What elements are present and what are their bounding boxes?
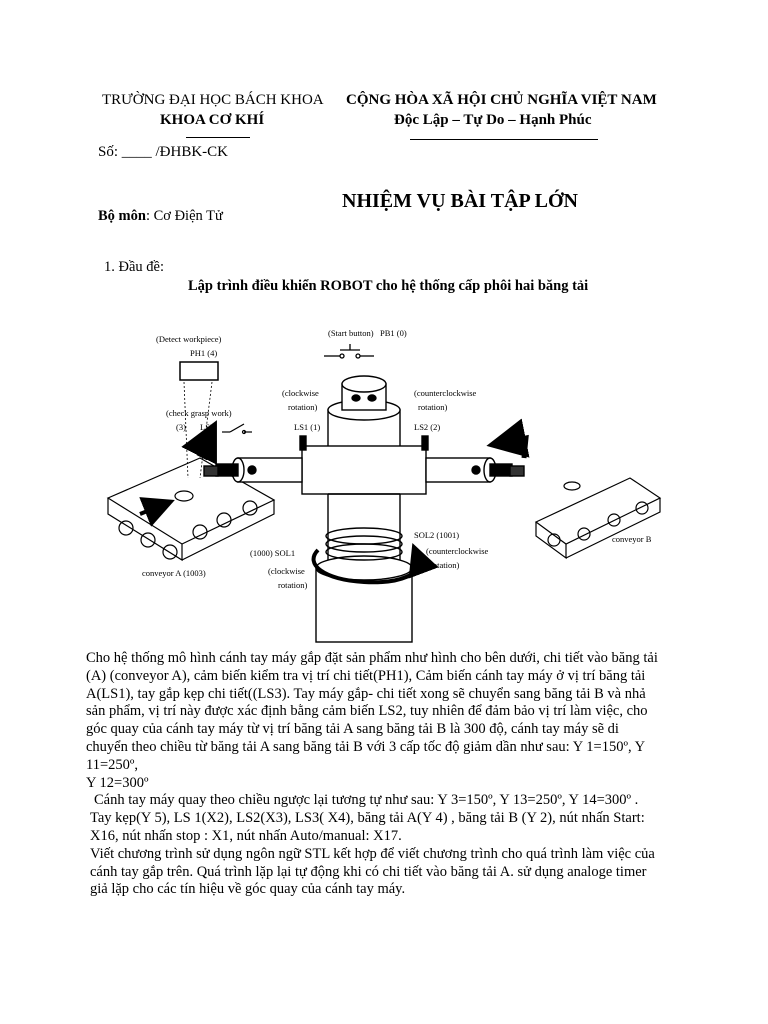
nation-title: CỘNG HÒA XÃ HỘI CHỦ NGHĨA VIỆT NAM xyxy=(346,92,657,108)
start-button-icon xyxy=(324,344,374,358)
label-pb1: PB1 (0) xyxy=(380,328,407,338)
item-heading: 1. Đầu đề: xyxy=(104,259,164,275)
label-rotation-bottom: rotation) xyxy=(430,560,460,570)
paragraph-line: sản phẩm, vị trí này được xác định bằng cảm biến LS2, tuy nhiên để đảm bảo vị trí làm việc, cho xyxy=(86,703,648,720)
label-rotation-top2: rotation) xyxy=(418,402,448,412)
paragraph-line: chuyển theo chiều từ băng tải A sang băng tải B với 3 cấp tốc độ giảm dần như sau: Y 1=150º, Y xyxy=(86,738,646,755)
paragraph-line: A(LS1), tay gắp kẹp chi tiết((LS3). Tay máy gắp- chi tiết xong sẽ chuyển sang băng tải B và nhả xyxy=(86,685,646,702)
paragraph-line: Tay kẹp(Y 5), LS 1(X2), LS2(X3), LS3( X4), băng tải A(Y 4) , băng tải B (Y 2), nút nhấn Start: xyxy=(90,810,645,827)
paragraph-line: cánh tay gắp trên. Quá trình lặp lại tự động khi có chi tiết vào băng tải A. sử dụng analoge timer xyxy=(90,863,647,880)
document-number: Số: ____ /ĐHBK-CK xyxy=(98,144,229,160)
label-grasp: (check grasp work) xyxy=(166,408,232,418)
label-ls3: LS3 xyxy=(200,422,215,432)
paragraph-line: Cánh tay máy quay theo chiều ngược lại tương tự như sau: Y 3=150º, Y 13=250º, Y 14=300º . xyxy=(94,792,639,809)
label-ls2: LS2 (2) xyxy=(414,422,441,432)
label-rotation-bottom2: rotation) xyxy=(278,580,308,590)
grip-arrow-left-icon xyxy=(200,438,208,458)
conveyor-b xyxy=(536,478,660,558)
label-sol2: SOL2 (1001) xyxy=(414,530,460,540)
label-sol1: (1000) SOL1 xyxy=(250,548,296,558)
national-motto: Độc Lập – Tự Do – Hạnh Phúc xyxy=(394,112,592,128)
label-counter-top: (counterclockwise xyxy=(414,388,477,398)
department-label: Bộ môn xyxy=(98,208,146,224)
department-value: : Cơ Điện Tử xyxy=(145,208,223,224)
faculty-name: KHOA CƠ KHÍ xyxy=(160,112,265,128)
assignment-subtitle: Lập trình điều khiển ROBOT cho hệ thống cấp phôi hai băng tải xyxy=(188,278,589,294)
paragraph-line: giả lặp cho các tín hiệu về góc quay của cánh tay máy. xyxy=(90,881,406,898)
label-start: (Start button) xyxy=(328,328,374,338)
label-clockwise-bottom: (clockwise xyxy=(268,566,305,576)
robot-system-diagram xyxy=(104,318,664,648)
ls3-switch-icon xyxy=(222,424,252,434)
label-ph1: PH1 (4) xyxy=(190,348,218,358)
paragraph-line: Y 12=300º xyxy=(86,774,149,791)
label-detect: (Detect workpiece) xyxy=(156,334,222,344)
label-rotation-top: rotation) xyxy=(288,402,318,412)
label-ls3-num: (3) xyxy=(176,422,186,432)
paragraph-line: X16, nút nhấn stop : X1, nút nhấn Auto/manual: X17. xyxy=(90,827,402,844)
label-clockwise-top: (clockwise xyxy=(282,388,319,398)
label-ls1: LS1 (1) xyxy=(294,422,321,432)
motto-underline xyxy=(410,139,598,140)
label-counter-bottom: (counterclockwise xyxy=(426,546,489,556)
paragraph-line: (A) (conveyor A), cảm biến kiểm tra vị trí chi tiết(PH1), Cảm biến cánh tay máy ở vị trí băng tải xyxy=(86,667,646,684)
assignment-description xyxy=(86,650,686,899)
paragraph-line: Cho hệ thống mô hình cánh tay máy gắp đặt sản phẩm như hình cho bên dưới, chi tiết vào băng tải xyxy=(86,650,658,666)
faculty-underline xyxy=(186,137,250,138)
department xyxy=(98,208,223,225)
grip-arrow-right-icon xyxy=(506,438,526,458)
paragraph-line: Viết chương trình sử dụng ngôn ngữ STL kết hợp để viết chương trình cho quá trình làm việc của xyxy=(90,845,655,862)
school-name: TRƯỜNG ĐẠI HỌC BÁCH KHOA xyxy=(102,92,324,108)
paragraph-line: góc quay của cánh tay máy từ vị trí băng tải A sang băng tải B là 300 độ, cánh tay máy sẽ di xyxy=(86,721,619,738)
label-conveyor-a: conveyor A (1003) xyxy=(142,568,206,578)
paragraph-line: 11=250º, xyxy=(86,756,139,773)
label-conveyor-b: conveyor B xyxy=(612,534,652,544)
page-title: NHIỆM VỤ BÀI TẬP LỚN xyxy=(342,190,578,212)
